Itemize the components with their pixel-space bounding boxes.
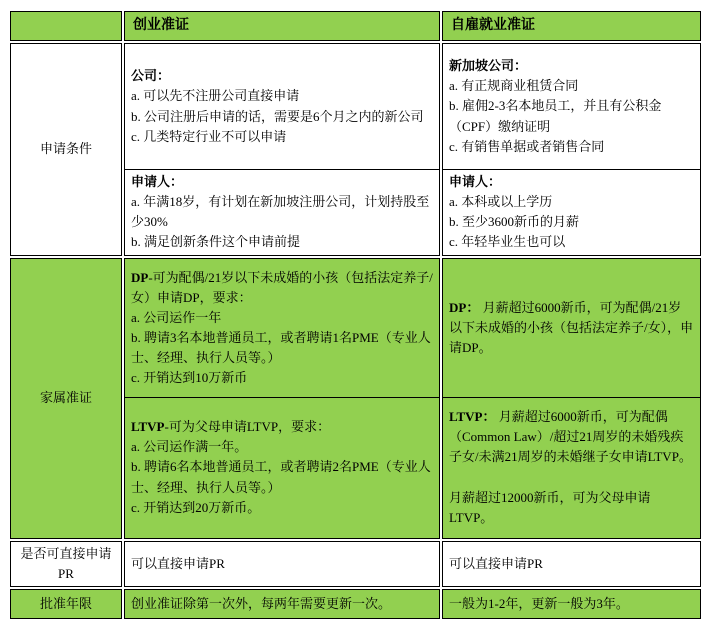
cell-entre-pr: 可以直接申请PR xyxy=(124,541,440,587)
selfemp-applicant-line: a. 本科或以上学历 xyxy=(449,193,553,209)
entre-dp-line: b. 聘请3名本地普通员工，或者聘请1名PME（专业人士、经理、执行人员等。） xyxy=(131,330,431,366)
row-label-application-conditions: 申请条件 xyxy=(10,43,122,256)
entre-ltvp-prefix: LTVP xyxy=(131,419,165,435)
section-selfemp-dp xyxy=(443,260,700,397)
entre-ltvp-line: b. 聘请6名本地普通员工，或者聘请2名PME（专业人士、经理、执行人员等。） xyxy=(131,459,431,495)
cell-selfemp-family xyxy=(442,258,701,539)
row-application-conditions xyxy=(10,43,701,256)
selfemp-applicant-heading: 申请人： xyxy=(449,173,502,189)
entre-company-heading: 公司： xyxy=(131,68,171,84)
selfemp-ltvp-prefix: LTVP： xyxy=(449,409,496,425)
selfemp-applicant-line: c. 年轻毕业生也可以 xyxy=(449,234,566,250)
row-direct-pr xyxy=(10,541,701,587)
selfemp-company-line: c. 有销售单据或者销售合同 xyxy=(449,138,605,154)
entre-company-line: c. 几类特定行业不可以申请 xyxy=(131,128,287,144)
selfemp-company-line: b. 雇佣2-3名本地员工，并且有公积金（CPF）缴纳证明 xyxy=(449,98,662,134)
selfemp-dp-body: 月薪超过6000新币，可为配偶/21岁以下未成婚的小孩（包括法定养子/女），申请DP。 xyxy=(449,299,694,356)
row-label-family-pass: 家属准证 xyxy=(10,258,122,539)
comparison-table xyxy=(8,9,703,621)
cell-entre-application xyxy=(124,43,440,256)
entre-ltvp-intro xyxy=(131,417,433,437)
entre-ltvp-intro-text: -可为父母申请LTVP，要求： xyxy=(164,419,331,435)
header-entre-pass: 创业准证 xyxy=(124,11,440,41)
selfemp-applicant-line: b. 至少3600新币的月薪 xyxy=(449,214,580,229)
selfemp-dp-text xyxy=(449,298,694,358)
header-blank-cell xyxy=(10,11,122,41)
entre-ltvp-line: a. 公司运作满一年。 xyxy=(131,439,248,455)
header-self-employed-pass: 自雇就业准证 xyxy=(442,11,701,41)
entre-dp-intro-text: -可为配偶/21岁以下未成婚的小孩（包括法定养子/女）申请DP，要求： xyxy=(131,269,433,305)
section-selfemp-applicant xyxy=(443,169,700,255)
entre-dp-line: a. 公司运作一年 xyxy=(131,309,222,325)
entre-applicant-line: a. 年满18岁，有计划在新加坡注册公司，计划持股至少30% xyxy=(131,193,430,229)
selfemp-ltvp-body: 月薪超过6000新币，可为配偶（Common Law）/超过21周岁的未婚残疾子女/未满21周岁的未婚继子女申请LTVP。 xyxy=(449,409,692,465)
selfemp-company-line: a. 有正规商业租赁合同 xyxy=(449,78,579,94)
section-selfemp-company xyxy=(443,45,700,169)
entre-applicant-heading: 申请人： xyxy=(131,173,184,189)
section-entre-company xyxy=(125,45,439,169)
cell-selfemp-pr: 可以直接申请PR xyxy=(442,541,701,587)
entre-company-line: b. 公司注册后申请的话，需要是6个月之内的新公司 xyxy=(131,108,424,124)
selfemp-ltvp-text2: 月薪超过12000新币，可为父母申请LTVP。 xyxy=(449,489,651,525)
selfemp-company-heading: 新加坡公司： xyxy=(449,58,528,74)
entre-dp-intro xyxy=(131,268,433,308)
cell-selfemp-application xyxy=(442,43,701,256)
header-row xyxy=(10,11,701,41)
row-approval-years xyxy=(10,589,701,619)
selfemp-dp-prefix: DP： xyxy=(449,299,480,315)
section-entre-dp xyxy=(125,260,439,397)
selfemp-ltvp-text xyxy=(449,407,694,467)
entre-company-line: a. 可以先不注册公司直接申请 xyxy=(131,88,300,104)
cell-entre-years: 创业准证除第一次外，每两年需要更新一次。 xyxy=(124,589,440,619)
section-entre-ltvp xyxy=(125,397,439,538)
section-entre-applicant xyxy=(125,169,439,255)
row-label-approval-years: 批准年限 xyxy=(10,589,122,619)
cell-selfemp-years: 一般为1-2年，更新一般为3年。 xyxy=(442,589,701,619)
cell-entre-family xyxy=(124,258,440,539)
entre-dp-line: c. 开销达到10万新币 xyxy=(131,370,248,386)
row-label-direct-pr: 是否可直接申请PR xyxy=(10,541,122,587)
entre-applicant-line: b. 满足创新条件这个申请前提 xyxy=(131,234,301,250)
entre-ltvp-line: c. 开销达到20万新币。 xyxy=(131,499,261,515)
section-selfemp-ltvp xyxy=(443,397,700,538)
row-family-pass xyxy=(10,258,701,539)
entre-dp-prefix: DP xyxy=(131,269,149,285)
